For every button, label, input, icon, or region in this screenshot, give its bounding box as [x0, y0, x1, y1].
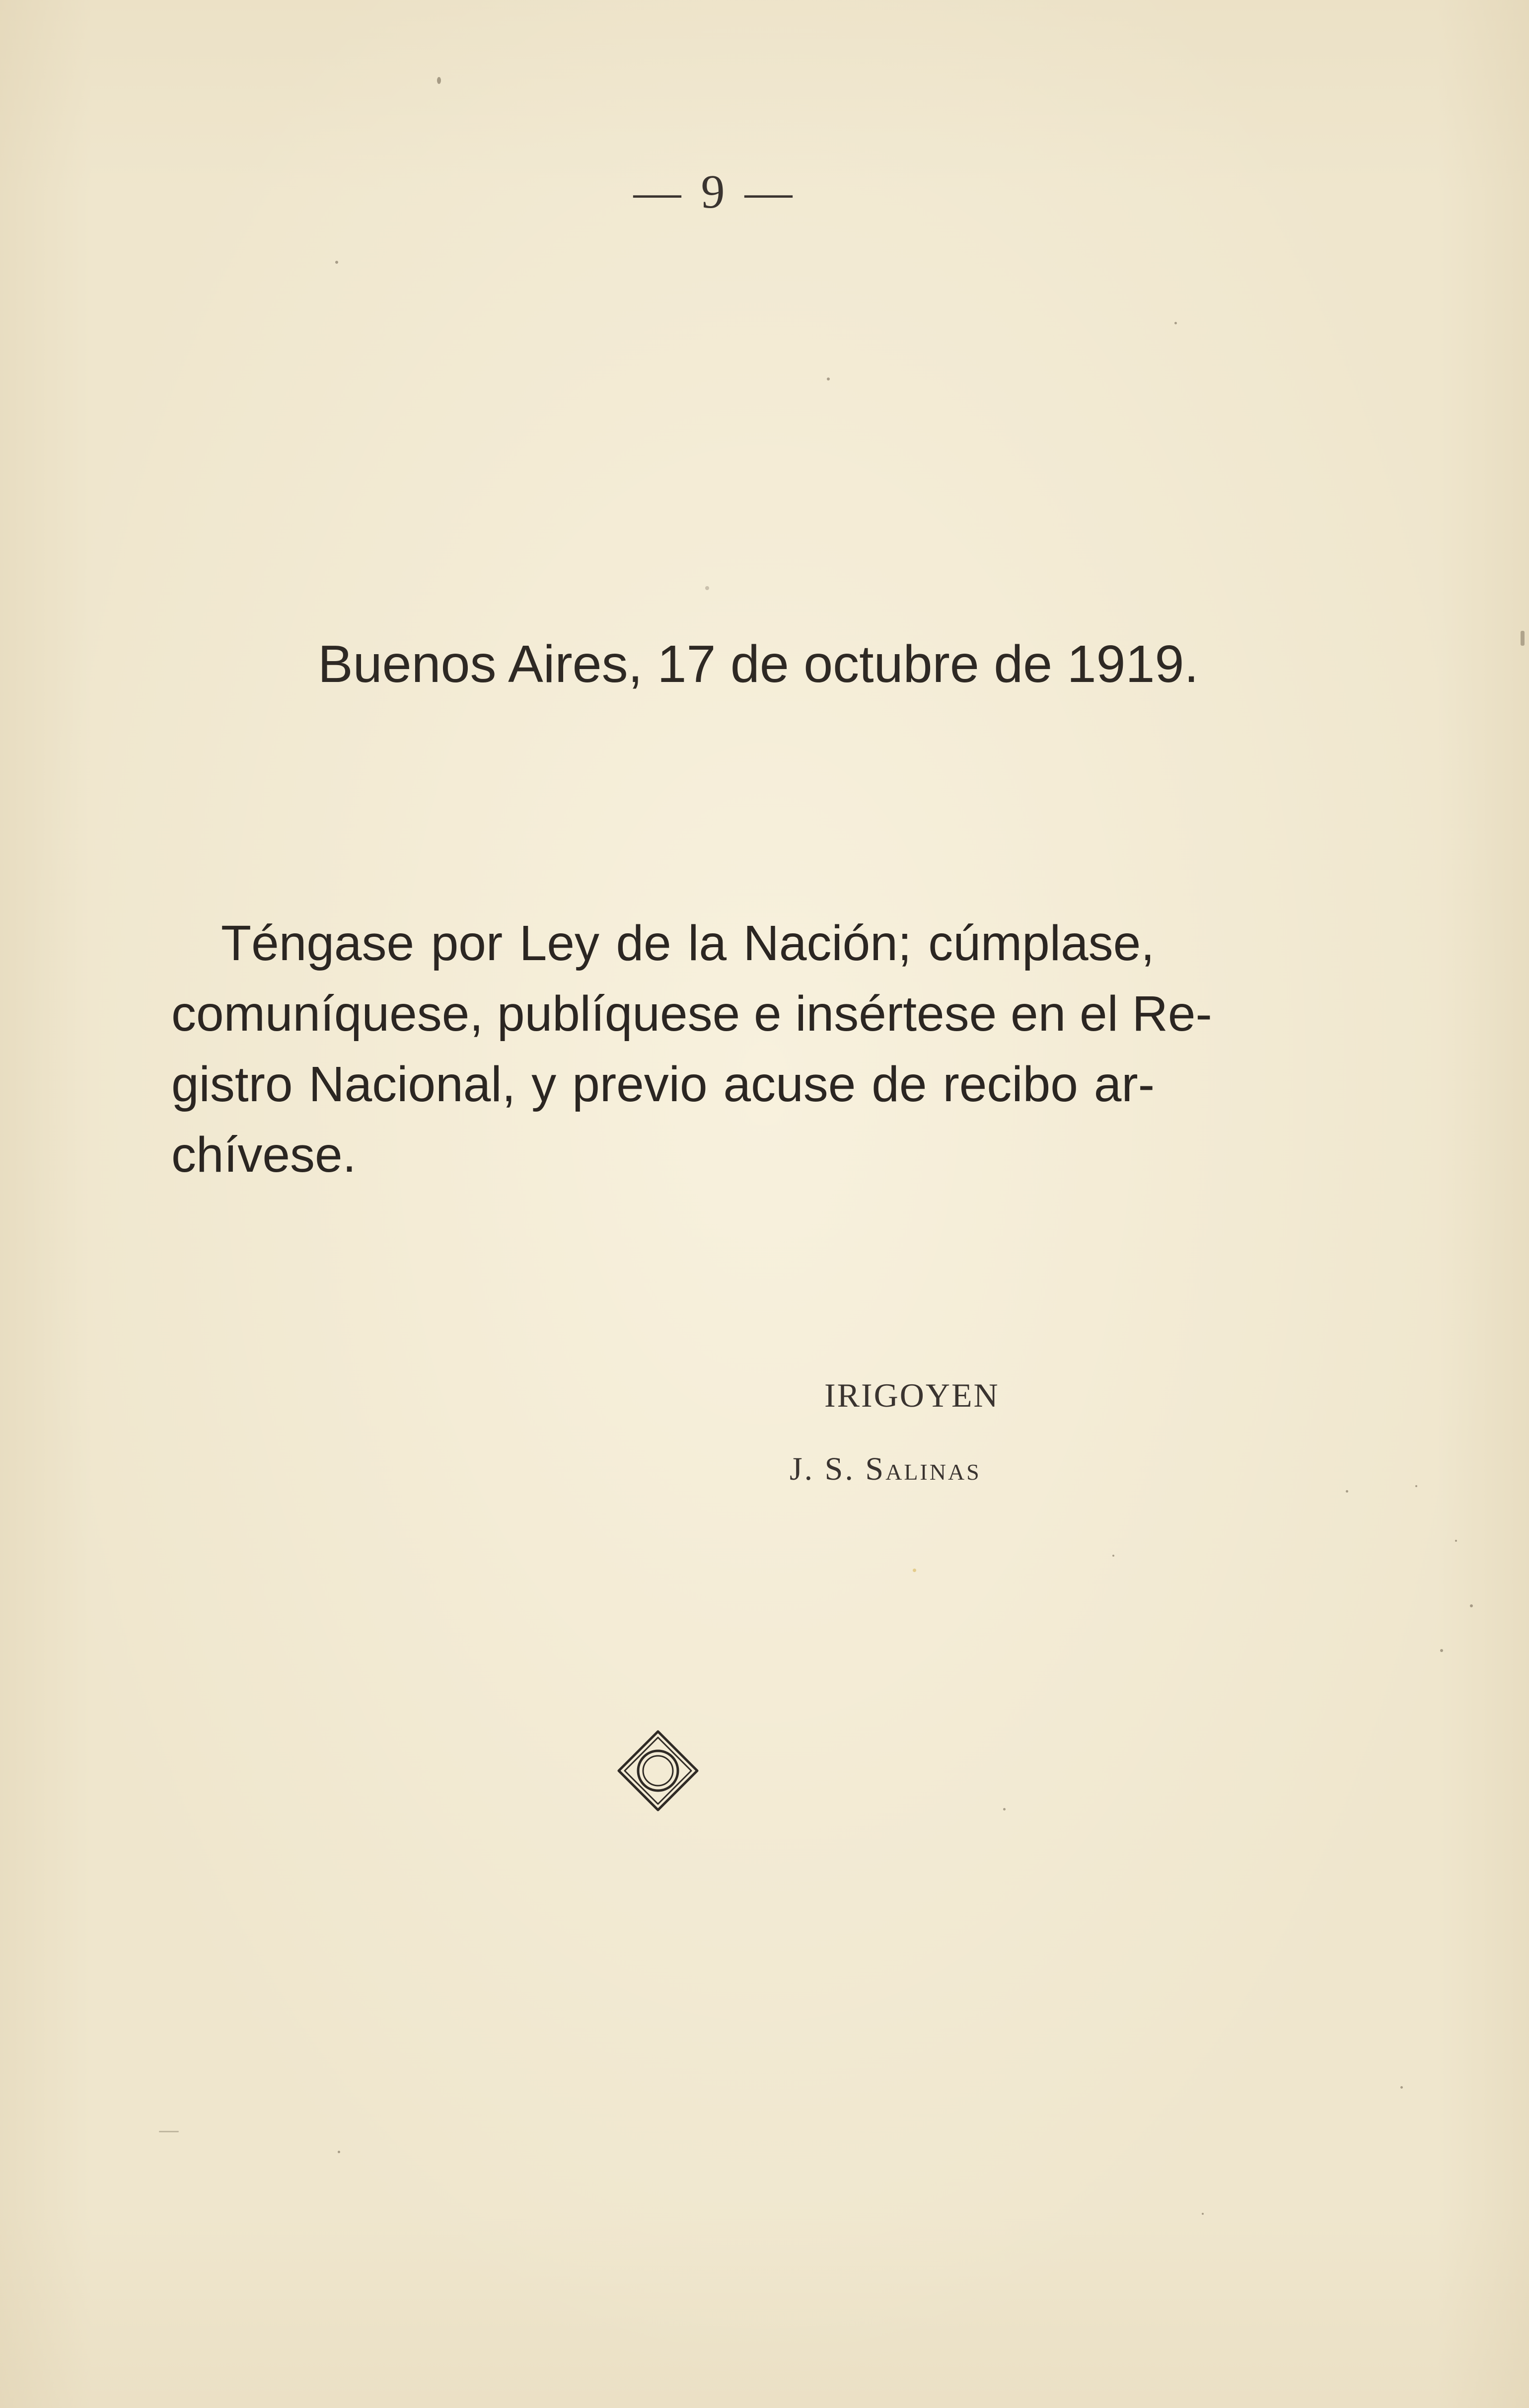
paper-speck: [827, 377, 830, 380]
signature-secondary: J. S. Salinas: [790, 1451, 981, 1487]
date-line: Buenos Aires, 17 de octubre de 1919.: [318, 635, 1199, 693]
paper-speck: [437, 77, 441, 84]
paper-speck: [1455, 1540, 1457, 1542]
paper-speck: [1346, 1490, 1348, 1493]
paragraph-line: comuníquese, publíquese e insértese en el Re-: [171, 986, 1212, 1042]
paragraph-line: Téngase por Ley de la Nación; cúmplase,: [221, 915, 1155, 971]
decree-paragraph: [171, 908, 1212, 1190]
paper-speck: [1400, 2086, 1403, 2089]
paper-speck: [705, 586, 709, 590]
signature-primary: IRIGOYEN: [824, 1376, 1000, 1414]
paper-speck: [1003, 1808, 1006, 1810]
paragraph-line: gistro Nacional, y previo acuse de recibo ar-: [171, 1056, 1155, 1112]
paper-speck: [1521, 631, 1525, 646]
paper-speck: [1440, 1649, 1443, 1652]
paper-speck: [1202, 2213, 1204, 2215]
paragraph-line: chívese.: [171, 1127, 357, 1183]
paper-speck: [1112, 1555, 1114, 1557]
paper-speck: [159, 2131, 179, 2132]
paper-speck: [913, 1569, 916, 1572]
diamond-circle-ornament-icon: [616, 1729, 700, 1813]
paper-speck: [338, 2151, 340, 2153]
paper-speck: [1470, 1604, 1473, 1607]
paper-speck: [1174, 322, 1177, 324]
page-number: — 9 —: [633, 165, 797, 218]
paper-speck: [335, 261, 338, 264]
paper-speck: [1415, 1485, 1417, 1487]
